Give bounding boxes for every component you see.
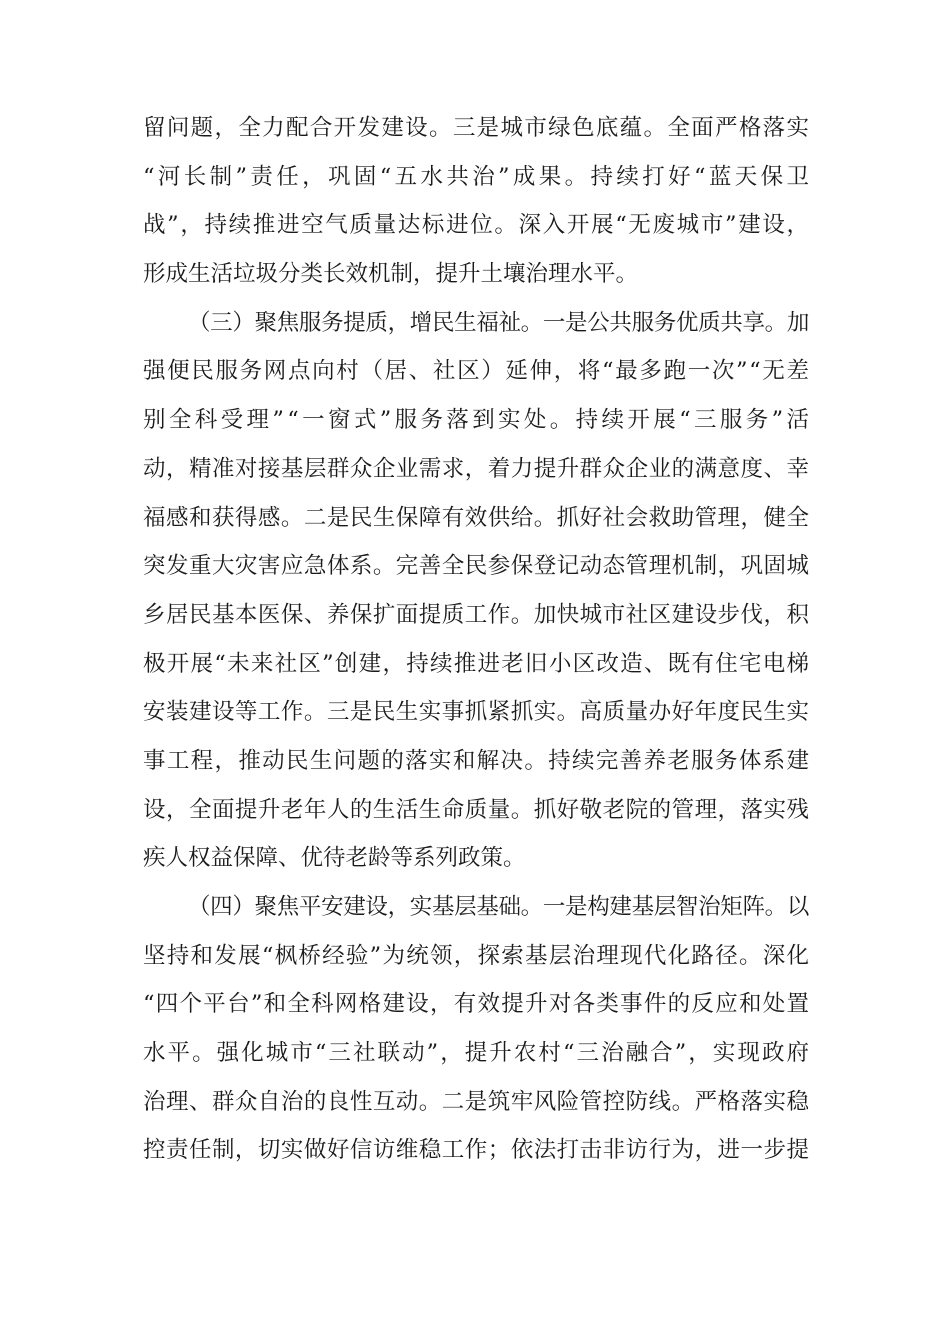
- text-line: 强便民服务网点向村（居、社区）延伸，将“最多跑一次”“无差: [143, 358, 811, 385]
- text-line: 控责任制，切实做好信访维稳工作；依法打击非访行为，进一步提: [143, 1137, 810, 1164]
- text-line: 乡居民基本医保、养保扩面提质工作。加快城市社区建设步伐，积: [143, 601, 810, 628]
- text-line: 突发重大灾害应急体系。完善全民参保登记动态管理机制，巩固城: [143, 553, 810, 580]
- text-line: 形成生活垃圾分类长效机制，提升土壤治理水平。: [143, 261, 639, 288]
- paragraph-3: [143, 883, 812, 1175]
- text-line: （三）聚焦服务提质，增民生福祉。一是公共服务优质共享。加: [188, 309, 809, 336]
- text-line: 动，精准对接基层群众企业需求，着力提升群众企业的满意度、幸: [143, 455, 810, 482]
- document-body: [143, 104, 813, 1175]
- paragraph-2: [143, 299, 813, 883]
- text-line: 治理、群众自治的良性互动。二是筑牢风险管控防线。严格落实稳: [143, 1088, 810, 1115]
- text-line: 极开展“未来社区”创建，持续推进老旧小区改造、既有住宅电梯: [143, 650, 811, 677]
- text-line: 留问题，全力配合开发建设。三是城市绿色底蕴。全面严格落实: [143, 115, 811, 141]
- text-line: 事工程，推动民生问题的落实和解决。持续完善养老服务体系建: [143, 747, 811, 774]
- text-line: 水平。强化城市“三社联动”，提升农村“三治融合”，实现政府: [143, 1040, 812, 1067]
- text-line: 设，全面提升老年人的生活生命质量。抓好敬老院的管理，落实残: [143, 796, 810, 823]
- text-line: 坚持和发展“枫桥经验”为统领，探索基层治理现代化路径。深化: [143, 942, 811, 969]
- paragraph-1: [143, 104, 813, 299]
- text-line: 疾人权益保障、优待老龄等系列政策。: [143, 845, 526, 872]
- text-line: 福感和获得感。二是民生保障有效供给。抓好社会救助管理，健全: [143, 504, 810, 531]
- text-line: （四）聚焦平安建设，实基层基础。一是构建基层智治矩阵。以: [188, 894, 809, 920]
- text-line: 别全科受理”“一窗式”服务落到实处。持续开展“三服务”活: [143, 407, 813, 434]
- text-line: 安装建设等工作。三是民生实事抓紧抓实。高质量办好年度民生实: [143, 699, 810, 726]
- text-line: “河长制”责任，巩固“五水共治”成果。持续打好“蓝天保卫: [143, 163, 813, 190]
- text-line: 战”，持续推进空气质量达标进位。深入开展“无废城市”建设，: [143, 212, 811, 239]
- text-line: “四个平台”和全科网格建设，有效提升对各类事件的反应和处置: [143, 991, 811, 1018]
